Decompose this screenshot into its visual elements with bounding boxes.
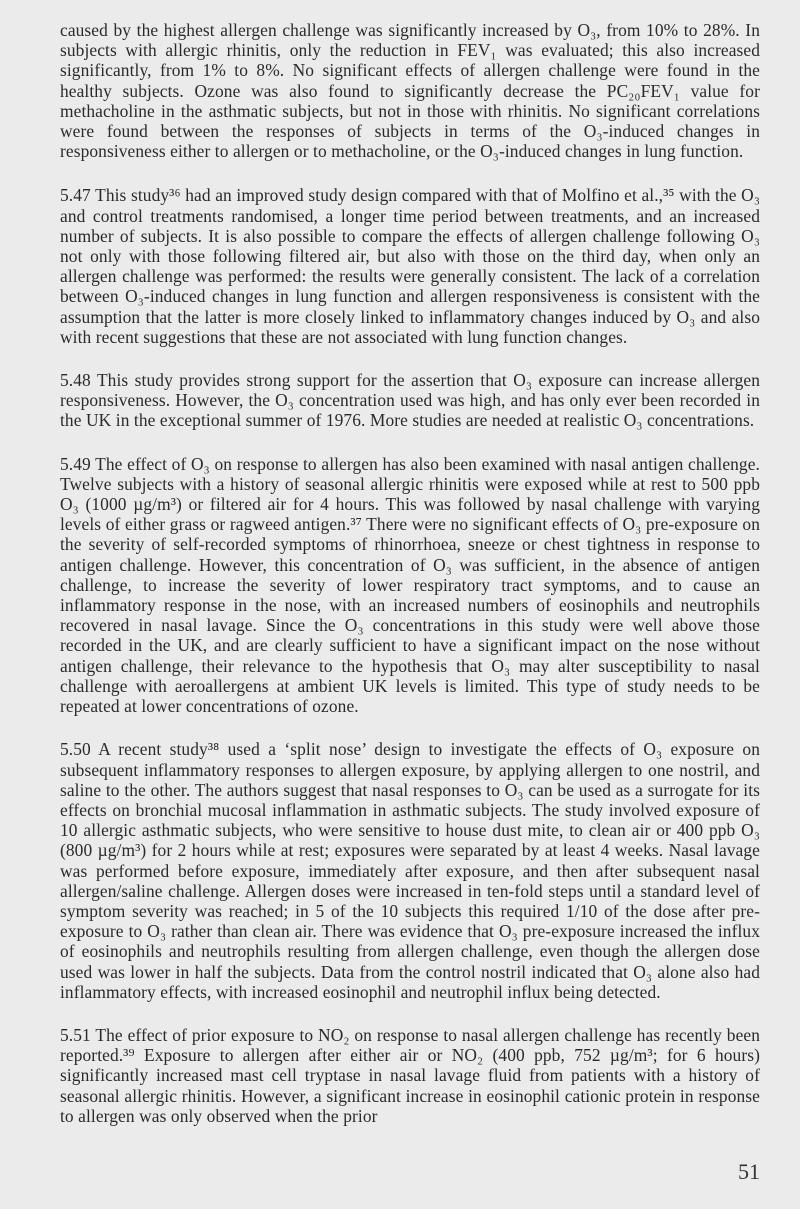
paragraph-5-49: 5.49 The effect of O₃ on response to allergen has also been examined with nasal antigen challenge. Twelve subjects with a history of seasonal allergic rhinitis were exposed while at rest to 500 ppb O₃ (1000 µg/m³) or filtered air for 4 hours. This was followed by nasal challenge with varying levels of either grass or ragweed antigen.³⁷ There were no significant effects of O₃ pre-exposure on the severity of self-recorded symptoms of rhinorrhoea, sneeze or chest tightness in response to antigen challenge. However, this concentration of O₃ was sufficient, in the absence of antigen challenge, to increase the severity of lower respiratory tract symptoms, and to cause an inflammatory response in the nose, with an increased numbers of eosinophils and neutrophils recovered in nasal lavage. Since the O₃ concentrations in this study were well above those recorded in the UK, and are clearly sufficient to have a significant impact on the nose without antigen challenge, their relevance to the hypothesis that O₃ may alter susceptibility to nasal challenge with aeroallergens at ambient UK levels is limited. This type of study needs to be repeated at lower concentrations of ozone. xyxy=(60,453,760,717)
paragraph-5-48: 5.48 This study provides strong support for the assertion that O₃ exposure can increase allergen responsiveness. However, the O₃ concentration used was high, and has only ever been recorded in the UK in the exceptional summer of 1976. More studies are needed at realistic O₃ concentrations. xyxy=(60,370,760,431)
paragraph-5-51: 5.51 The effect of prior exposure to NO₂ on response to nasal allergen challenge has recently been reported.³⁹ Exposure to allergen after either air or NO₂ (400 ppb, 752 µg/m³; for 6 hours) significantly increased mast cell tryptase in nasal lavage fluid from patients with a history of seasonal allergic rhinitis. However, a significant increase in eosinophil cationic protein in response to allergen was only observed when the prior xyxy=(60,1024,760,1126)
paragraph-5-47: 5.47 This study³⁶ had an improved study design compared with that of Molfino et al.,³⁵ with the O₃ and control treatments randomised, a longer time period between treatments, and an increased number of subjects. It is also possible to compare the effects of allergen challenge following O₃ not only with those following filtered air, but also with those on the third day, when only an allergen challenge was performed: the results were generally consistent. The lack of a correlation between O₃-induced changes in lung function and allergen responsiveness is consistent with the assumption that the latter is more closely linked to inflammatory changes induced by O₃ and also with recent suggestions that these are not associated with lung function changes. xyxy=(60,185,760,347)
page-number: 51 xyxy=(738,1159,760,1184)
paragraph-continuation: caused by the highest allergen challenge was significantly increased by O₃, from 10% to 28%. In subjects with allergic rhinitis, only the reduction in FEV₁ was evaluated; this also increased significantly, from 1% to 8%. No significant effects of allergen challenge were found in the healthy subjects. Ozone was also found to significantly decrease the PC₂₀FEV₁ value for methacholine in the asthmatic subjects, but not in those with rhinitis. No significant correlations were found between the responses of subjects in terms of the O₃-induced changes in responsiveness either to allergen or to methacholine, or the O₃-induced changes in lung function. xyxy=(60,20,760,162)
paragraph-5-50: 5.50 A recent study³⁸ used a ‘split nose’ design to investigate the effects of O₃ exposure on subsequent inflammatory responses to allergen exposure, by applying allergen to one nostril, and saline to the other. The authors suggest that nasal responses to O₃ can be used as a surrogate for its effects on bronchial mucosal inflammation in asthmatic subjects. The study involved exposure of 10 allergic asthmatic subjects, who were sensitive to house dust mite, to clean air or 400 ppb O₃ (800 µg/m³) for 2 hours while at rest; exposures were separated by at least 4 weeks. Nasal lavage was performed before exposure, immediately after exposure, and then after subsequent nasal allergen/saline challenge. Allergen doses were increased in ten-fold steps until a standard level of symptom severity was reached; in 5 of the 10 subjects this required 1/10 of the dose after pre-exposure to O₃ rather than clean air. There was evidence that O₃ pre-exposure increased the influx of eosinophils and neutrophils resulting from allergen challenge, even though the allergen dose used was lower in half the subjects. Data from the control nostril indicated that O₃ alone also had inflammatory effects, with increased eosinophil and neutrophil influx being detected. xyxy=(60,739,760,1002)
